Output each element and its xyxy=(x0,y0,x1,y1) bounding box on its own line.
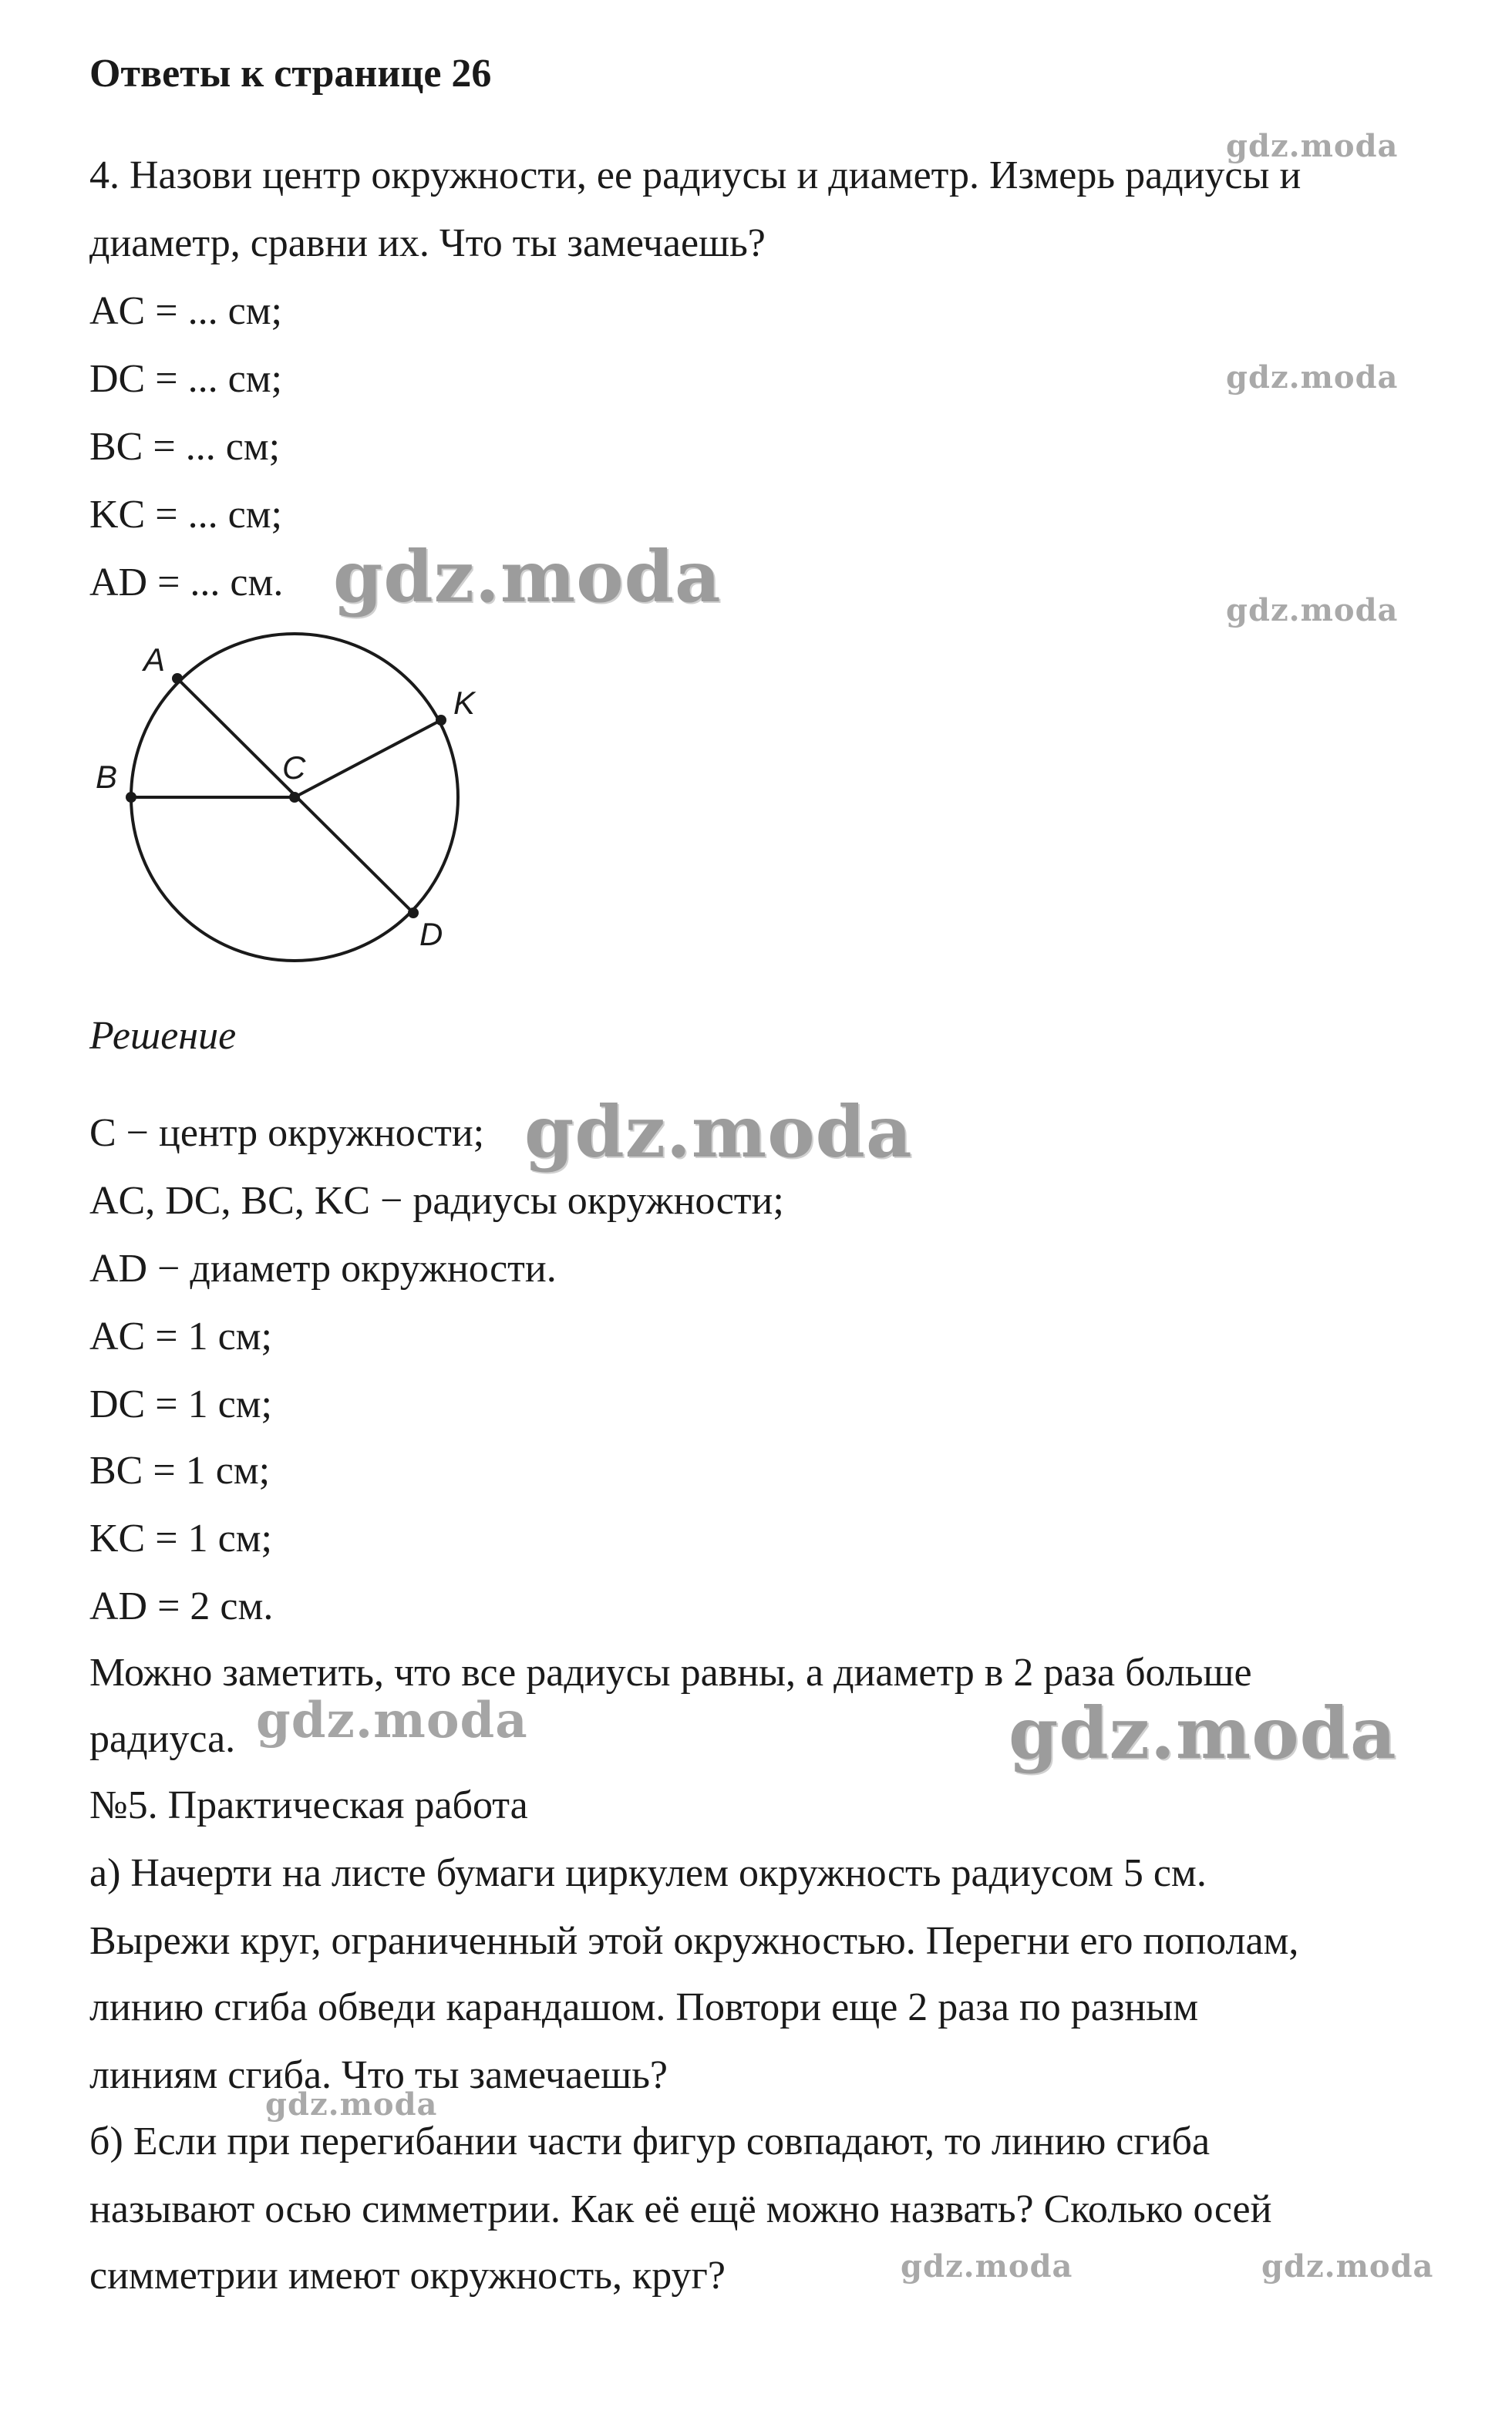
task5-line-2: Вырежи круг, ограниченный этой окружностью. Перегни его пополам, xyxy=(89,1919,1299,1963)
point-c xyxy=(289,792,300,803)
watermark: gdz.moda xyxy=(1226,359,1399,396)
task5-line-6: называют осью симметрии. Как её ещё можно назвать? Сколько осей xyxy=(89,2187,1272,2231)
solution-line-4: AC = 1 см; xyxy=(89,1315,272,1359)
label-a: A xyxy=(143,641,166,678)
task5-line-7: симметрии имеют окружность, круг? xyxy=(89,2254,726,2298)
solution-line-8: AD = 2 см. xyxy=(89,1584,274,1628)
solution-heading: Решение xyxy=(89,1014,237,1058)
watermark: gdz.moda xyxy=(265,2086,438,2123)
task4-question-line1: 4. Назови центр окружности, ее радиусы и диаметр. Измерь радиусы и xyxy=(89,153,1302,197)
task5-line-4: линиям сгиба. Что ты замечаешь? xyxy=(89,2053,668,2097)
task4-blank-dc: DC = ... см; xyxy=(89,357,282,401)
task4-blank-ac: AC = ... см; xyxy=(89,289,282,333)
watermark: gdz.moda xyxy=(333,535,722,618)
task4-blank-bc: BC = ... см; xyxy=(89,425,281,469)
solution-line-9: Можно заметить, что все радиусы равны, а диаметр в 2 раза больше xyxy=(89,1651,1252,1695)
page-title: Ответы к странице 26 xyxy=(89,52,492,96)
radius-kc xyxy=(295,720,441,797)
circle-diagram xyxy=(91,623,507,978)
watermark: gdz.moda xyxy=(1261,2248,1434,2285)
task4-blank-ad: AD = ... см. xyxy=(89,561,284,604)
circle-figure-group xyxy=(96,634,476,961)
task5-title: №5. Практическая работа xyxy=(89,1783,528,1827)
task4-blank-kc: KC = ... см; xyxy=(89,493,282,537)
solution-line-1: C − центр окружности; xyxy=(89,1111,485,1155)
watermark: gdz.moda xyxy=(524,1090,913,1173)
point-b xyxy=(126,792,136,803)
watermark: gdz.moda xyxy=(1226,592,1399,628)
solution-line-5: DC = 1 см; xyxy=(89,1382,272,1426)
solution-line-3: AD − диаметр окружности. xyxy=(89,1247,557,1291)
task5-line-1: а) Начерти на листе бумаги циркулем окружность радиусом 5 см. xyxy=(89,1851,1207,1895)
solution-line-2: AC, DC, BC, KC − радиусы окружности; xyxy=(89,1179,784,1223)
label-k: K xyxy=(453,685,476,721)
label-d: D xyxy=(419,916,443,952)
solution-line-10: радиуса. xyxy=(89,1717,236,1761)
point-k xyxy=(436,715,446,726)
watermark: gdz.moda xyxy=(256,1692,528,1749)
label-b: B xyxy=(96,759,118,795)
point-d xyxy=(408,907,419,918)
watermark: gdz.moda xyxy=(1226,128,1399,164)
label-c: C xyxy=(282,749,306,786)
watermark: gdz.moda xyxy=(1009,1692,1397,1775)
watermark: gdz.moda xyxy=(901,2248,1073,2285)
task5-line-5: б) Если при перегибании части фигур совпадают, то линию сгиба xyxy=(89,2120,1211,2163)
task5-line-3: линию сгиба обведи карандашом. Повтори еще 2 раза по разным xyxy=(89,1985,1199,2029)
solution-line-6: BC = 1 см; xyxy=(89,1449,271,1493)
point-a xyxy=(172,673,183,684)
task4-question-line2: диаметр, сравни их. Что ты замечаешь? xyxy=(89,221,766,265)
solution-line-7: KC = 1 см; xyxy=(89,1517,272,1561)
